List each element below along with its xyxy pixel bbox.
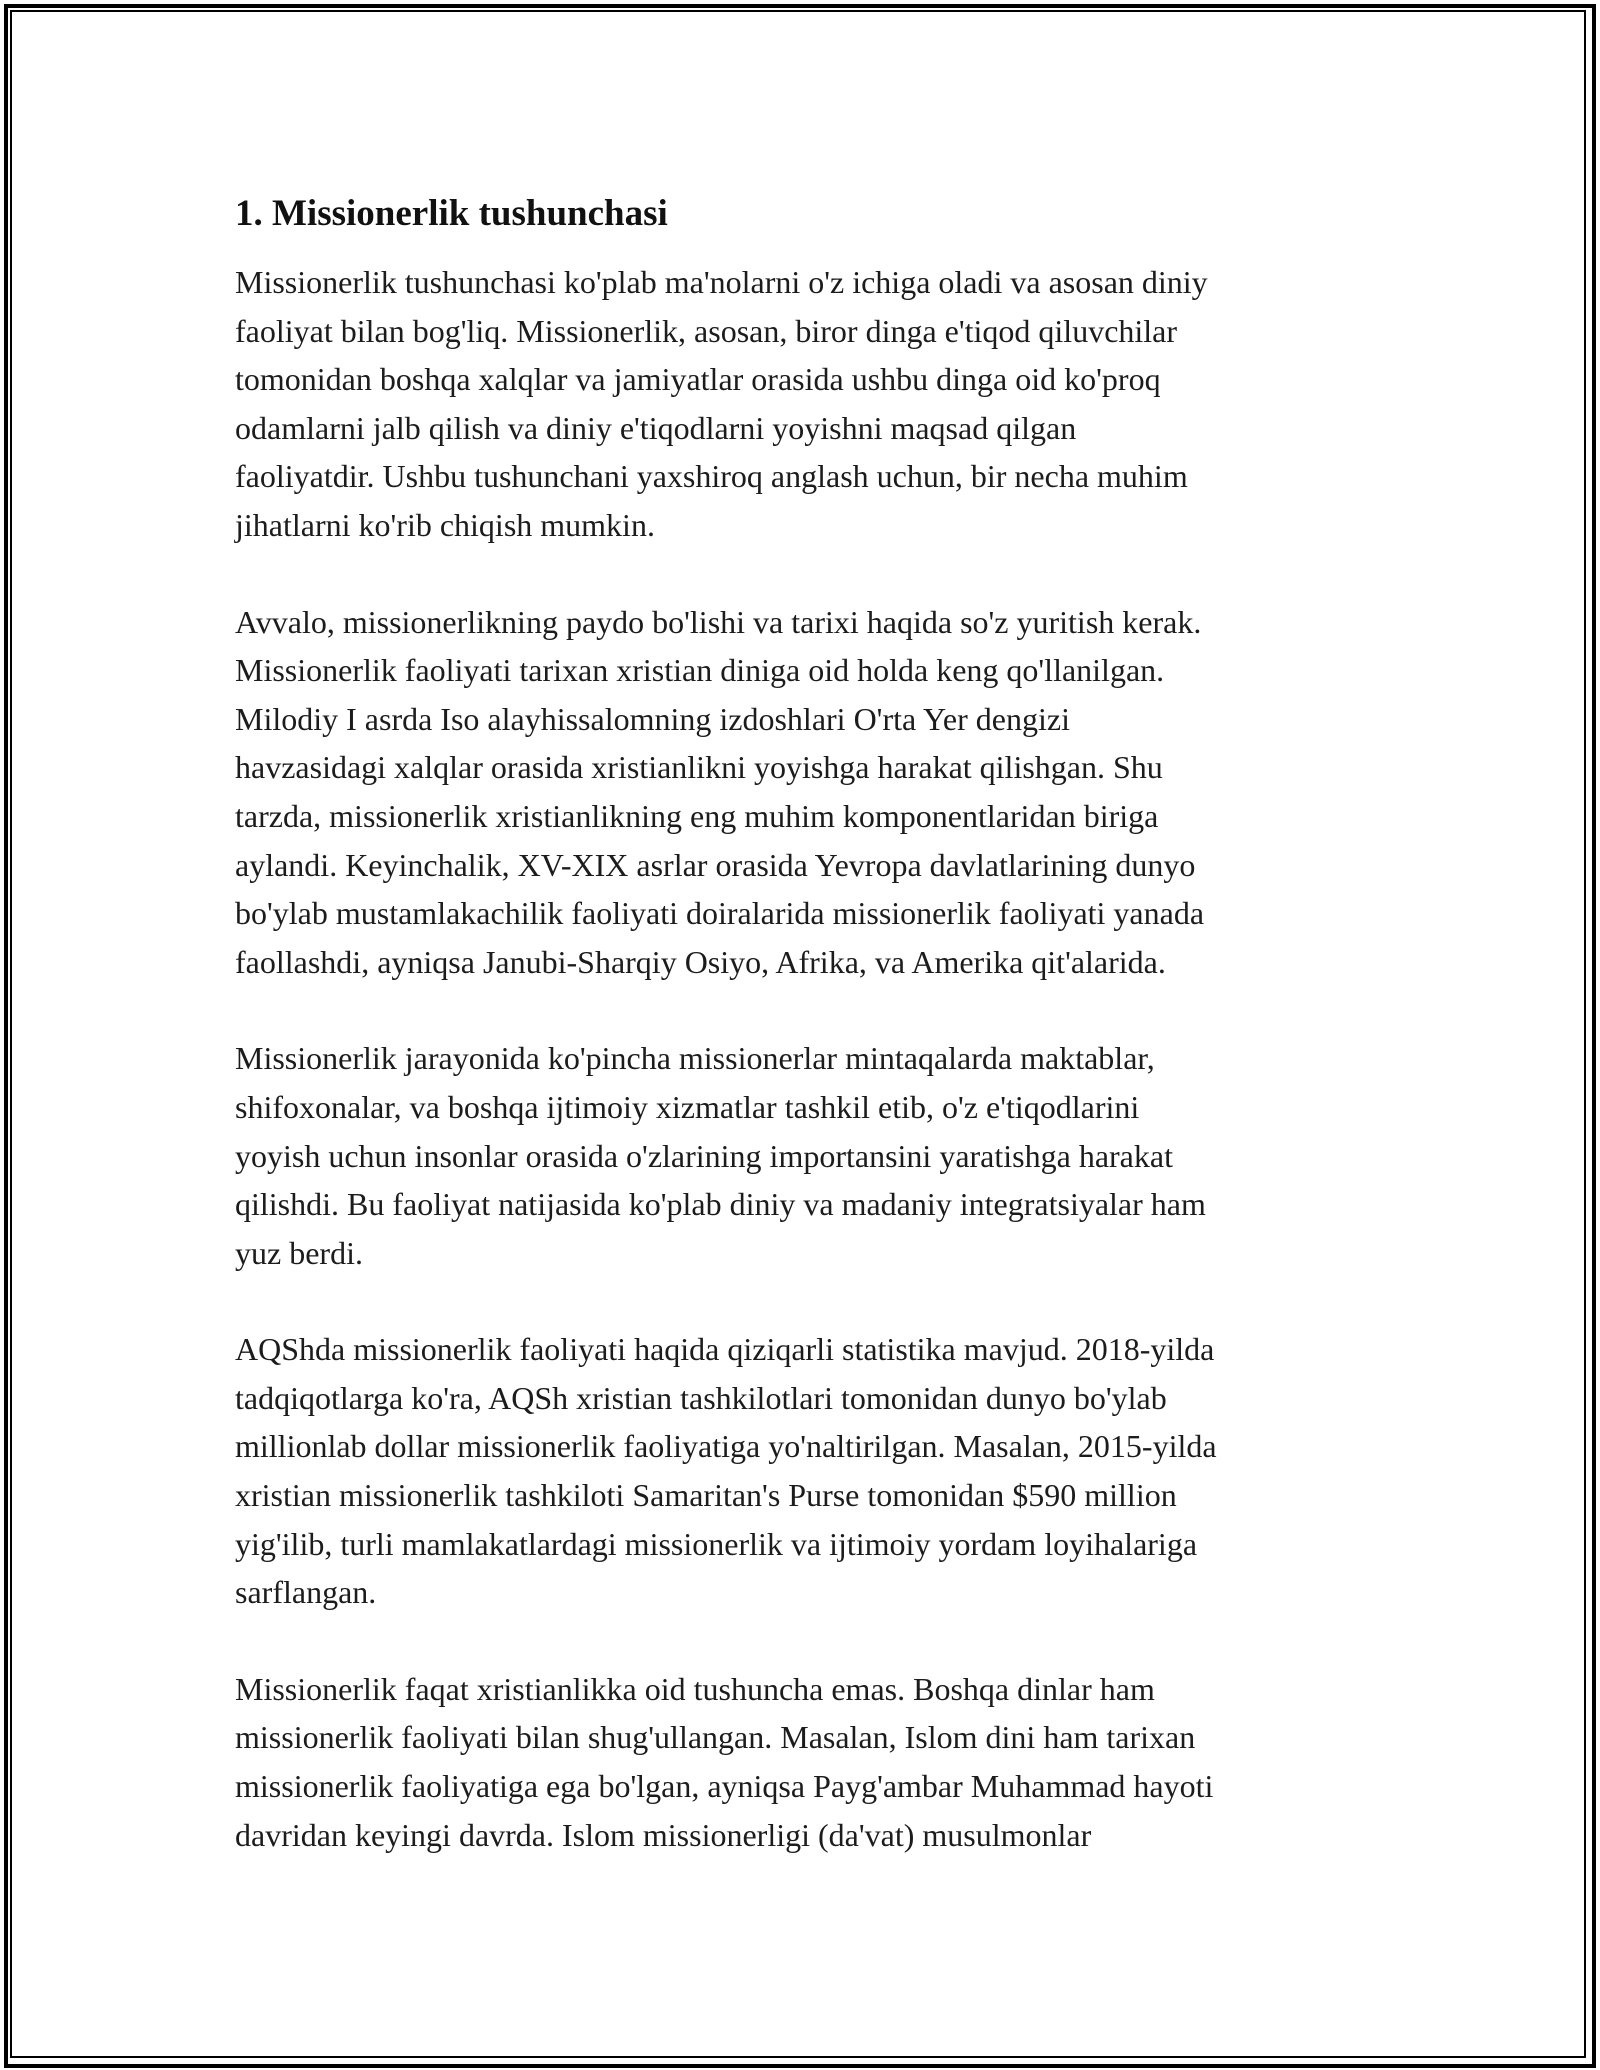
paragraph-line: sarflangan. <box>235 1574 377 1611</box>
paragraph-line: Missionerlik faoliyati tarixan xristian diniga oid holda keng qo'llanilgan. <box>235 652 1165 689</box>
paragraph-line: shifoxonalar, va boshqa ijtimoiy xizmatlar tashkil etib, o'z e'tiqodlarini <box>235 1088 1140 1125</box>
document-body <box>235 190 1375 1907</box>
paragraph-line: Missionerlik jarayonida ko'pincha missionerlar mintaqalarda maktablar, <box>235 1040 1155 1077</box>
paragraph-line: tadqiqotlarga ko'ra, AQSh xristian tashkilotlari tomonidan dunyo bo'ylab <box>235 1379 1167 1416</box>
paragraph-line: missionerlik faoliyatiga ega bo'lgan, ayniqsa Payg'ambar Muhammad hayoti <box>235 1768 1214 1805</box>
paragraph-line: davridan keyingi davrda. Islom missionerligi (da'vat) musulmonlar <box>235 1816 1092 1853</box>
paragraph-line: faollashdi, ayniqsa Janubi-Sharqiy Osiyo, Afrika, va Amerika qit'alarida. <box>235 943 1166 980</box>
paragraph-line: Missionerlik faqat xristianlikka oid tushuncha emas. Boshqa dinlar ham <box>235 1670 1155 1707</box>
paragraph-line: qilishdi. Bu faoliyat natijasida ko'plab diniy va madaniy integratsiyalar ham <box>235 1186 1206 1223</box>
paragraph <box>235 1325 1375 1617</box>
paragraph <box>235 598 1375 987</box>
paragraph-line: missionerlik faoliyati bilan shug'ullangan. Masalan, Islom dini ham tarixan <box>235 1719 1196 1756</box>
section-heading: 1. Missionerlik tushunchasi <box>235 193 668 234</box>
paragraph-line: xristian missionerlik tashkiloti Samaritan's Purse tomonidan $590 million <box>235 1477 1177 1514</box>
paragraph-line: yuz berdi. <box>235 1234 363 1271</box>
paragraph-line: aylandi. Keyinchalik, XV-XIX asrlar orasida Yevropa davlatlarining dunyo <box>235 846 1196 883</box>
paragraph-list <box>235 258 1375 1859</box>
paragraph-line: Avvalo, missionerlikning paydo bo'lishi va tarixi haqida so'z yuritish kerak. <box>235 603 1202 640</box>
paragraph-line: Milodiy I asrda Iso alayhissalomning izdoshlari O'rta Yer dengizi <box>235 700 1070 737</box>
paragraph-line: millionlab dollar missionerlik faoliyatiga yo'naltirilgan. Masalan, 2015-yilda <box>235 1428 1217 1465</box>
paragraph-line: jihatlarni ko'rib chiqish mumkin. <box>235 506 655 543</box>
paragraph-line: yig'ilib, turli mamlakatlardagi missionerlik va ijtimoiy yordam loyihalariga <box>235 1525 1198 1562</box>
paragraph-line: faoliyatdir. Ushbu tushunchani yaxshiroq anglash uchun, bir necha muhim <box>235 458 1188 495</box>
paragraph-line: bo'ylab mustamlakachilik faoliyati doiralarida missionerlik faoliyati yanada <box>235 895 1205 932</box>
paragraph <box>235 1665 1375 1859</box>
paragraph-line: yoyish uchun insonlar orasida o'zlarining importansini yaratishga harakat <box>235 1137 1173 1174</box>
paragraph <box>235 258 1375 550</box>
paragraph-line: faoliyat bilan bog'liq. Missionerlik, asosan, biror dinga e'tiqod qiluvchilar <box>235 312 1178 349</box>
paragraph-line: odamlarni jalb qilish va diniy e'tiqodlarni yoyishni maqsad qilgan <box>235 409 1077 446</box>
paragraph-line: AQShda missionerlik faoliyati haqida qiziqarli statistika mavjud. 2018-yilda <box>235 1331 1215 1368</box>
paragraph-line: tomonidan boshqa xalqlar va jamiyatlar orasida ushbu dinga oid ko'proq <box>235 361 1161 398</box>
paragraph <box>235 1034 1375 1277</box>
paragraph-line: Missionerlik tushunchasi ko'plab ma'nolarni o'z ichiga oladi va asosan diniy <box>235 264 1208 300</box>
paragraph-line: havzasidagi xalqlar orasida xristianlikni yoyishga harakat qilishgan. Shu <box>235 749 1163 786</box>
paragraph-line: tarzda, missionerlik xristianlikning eng muhim komponentlaridan biriga <box>235 797 1159 834</box>
